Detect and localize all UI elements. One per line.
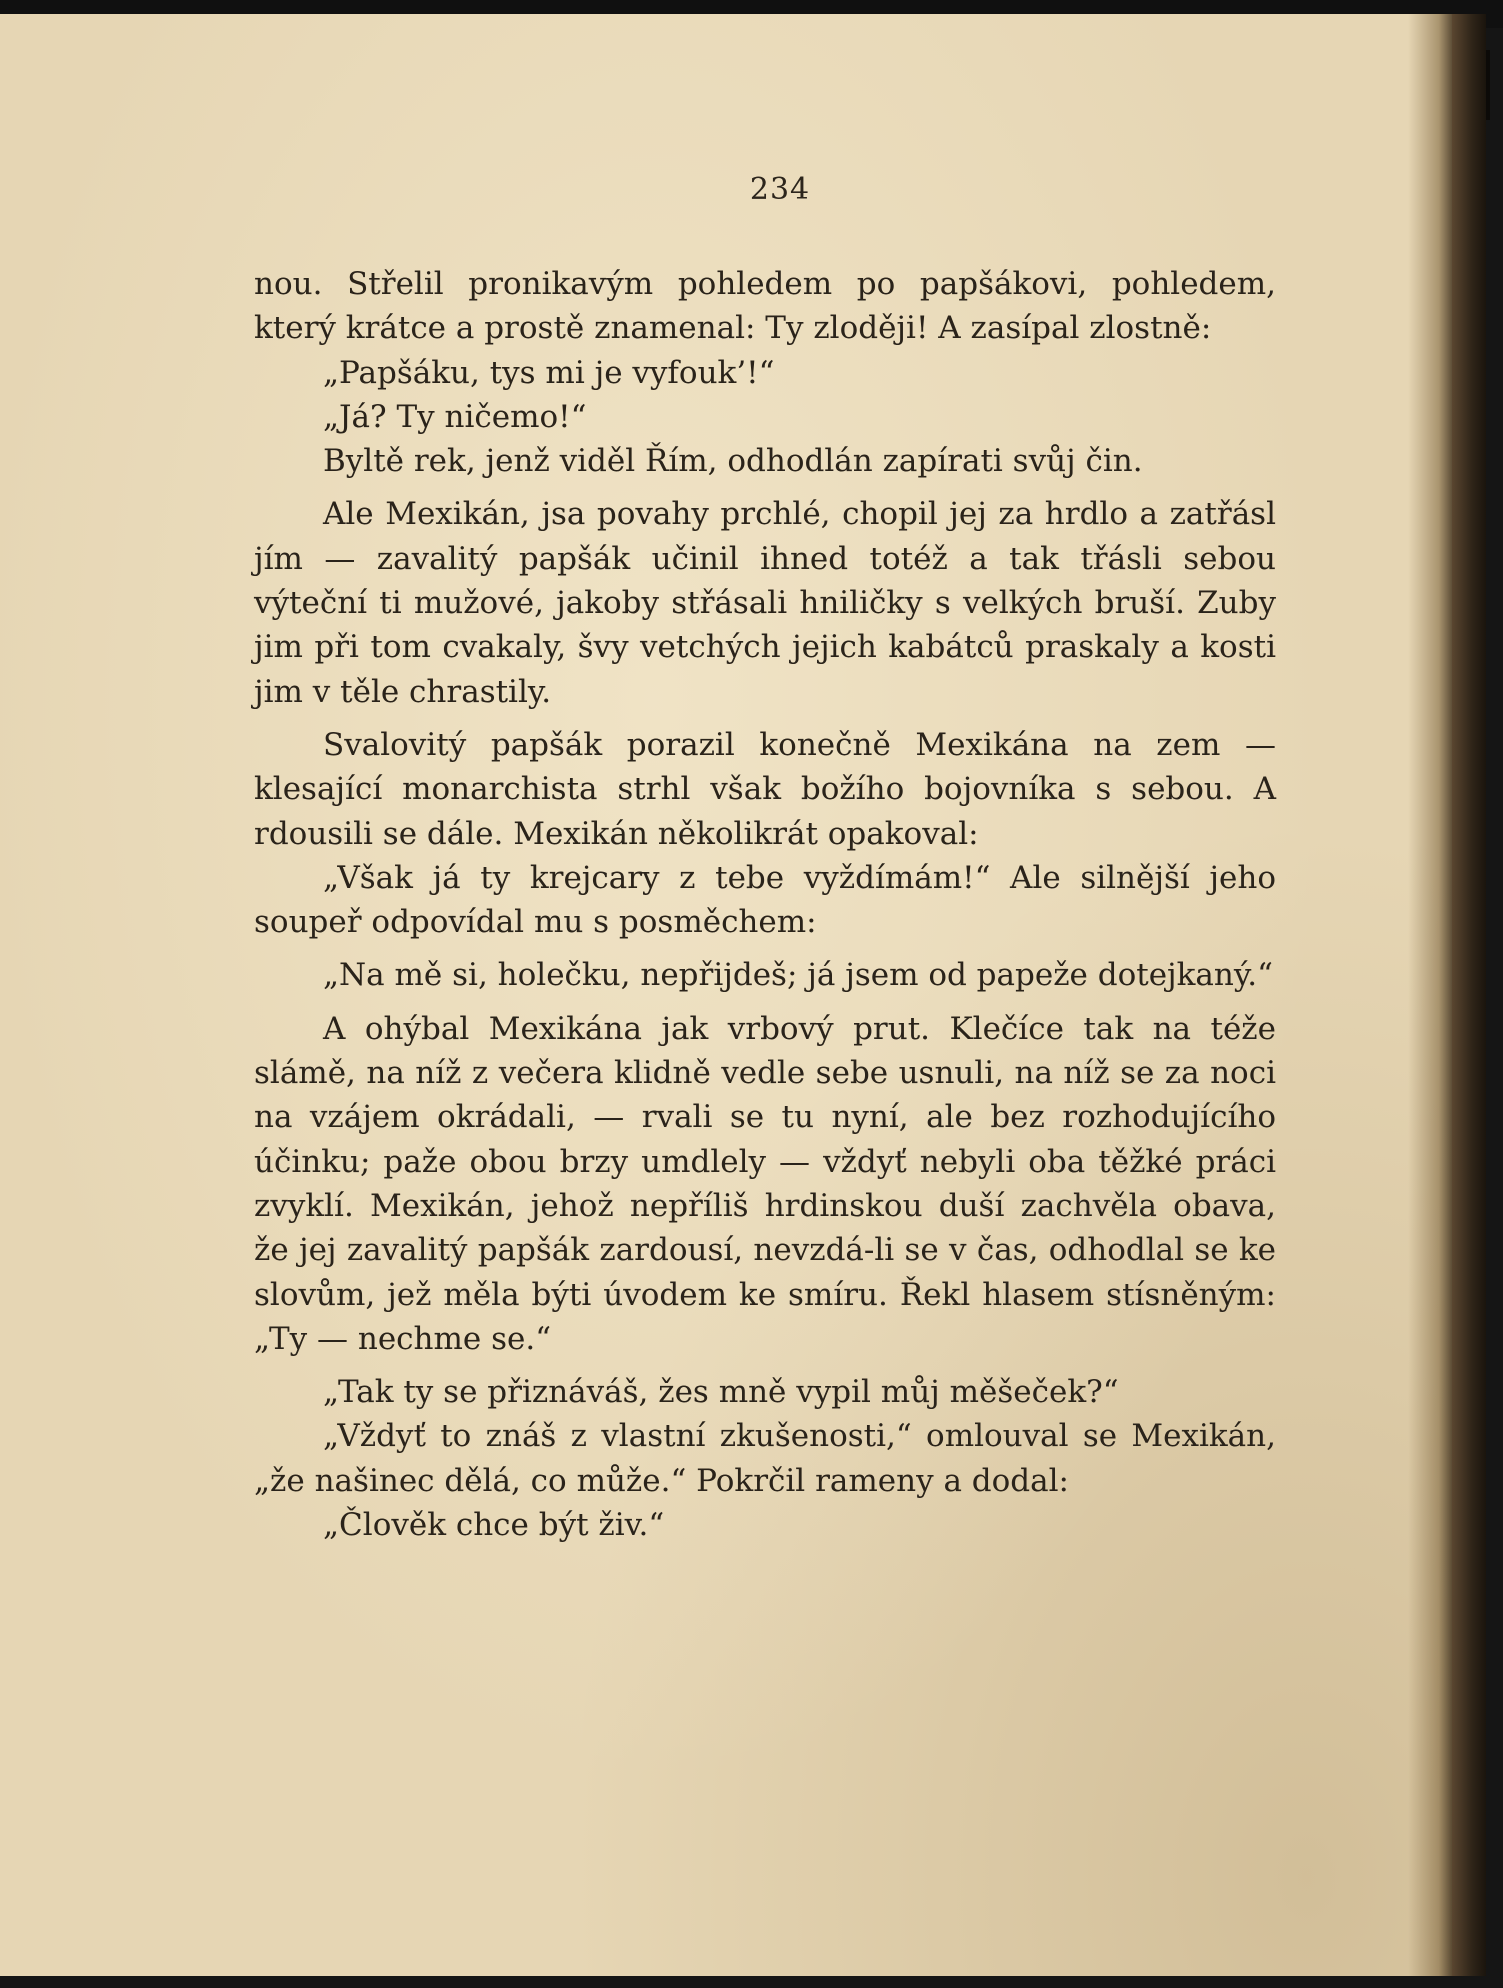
- paragraph: nou. Střelil pronikavým pohledem po papšákovi, pohledem, který krátce a prostě znamenal: Ty zloději! A zasípal zlostně:: [254, 266, 1276, 347]
- paragraph: Byltě rek, jenž viděl Řím, odhodlán zapírati svůj čin.: [323, 443, 1143, 480]
- paragraph: A ohýbal Mexikána jak vrbový prut. Klečíce tak na téže slámě, na níž z večera klidně vedle sebe usnuli, na níž se za noci na vzájem okrádali, — rvali se tu nyní, ale bez rozhodujícího účinku; paže obou brzy umdlely — vždyť nebyli oba těžké práci zvyklí. Mexikán, jehož nepříliš hrdinskou duší zachvěla obava, že jej zavalitý papšák zardousí, nevzdá-li se v čas, odhodlal se ke slovům, jež měla býti úvodem ke smíru. Řekl hlasem stísněným: „Ty — nechme se.“: [254, 1010, 1276, 1357]
- page-gutter-shadow: [1408, 14, 1452, 1976]
- spine-mark: [1486, 50, 1490, 120]
- paragraph: „Člověk chce být živ.“: [323, 1507, 665, 1544]
- page-text-body: [254, 262, 1276, 1547]
- paragraph: „Tak ty se přiznáváš, žes mně vypil můj měšeček?“: [323, 1374, 1119, 1411]
- paragraph: „Já? Ty ničemo!“: [323, 398, 587, 435]
- paragraph: „Na mě si, holečku, nepřijdeš; já jsem od papeže dotejkaný.“: [323, 957, 1273, 994]
- paragraph: „Však já ty krejcary z tebe vyždímám!“ Ale silnější jeho soupeř odpovídal mu s posměchem:: [254, 859, 1276, 941]
- paragraph: „Vždyť to znáš z vlastní zkušenosti,“ omlouval se Mexikán, „že našinec dělá, co může.“ Pokrčil rameny a dodal:: [254, 1418, 1276, 1499]
- paragraph: Ale Mexikán, jsa povahy prchlé, chopil jej za hrdlo a zatřásl jím — zavalitý papšák učinil ihned totéž a tak třásli sebou výteční ti mužové, jakoby střásali hniličky s velkých bruší. Zuby jim při tom cvakaly, švy vetchých jejich kabátců praskaly a kosti jim v těle chrastily.: [254, 496, 1276, 710]
- book-binding-edge: [1452, 14, 1486, 1976]
- paragraph: Svalovitý papšák porazil konečně Mexikána na zem — klesající monarchista strhl však božího bojovníka s sebou. A rdousili se dále. Mexikán několikrát opakoval:: [254, 726, 1276, 852]
- paragraph: „Papšáku, tys mi je vyfouk’!“: [323, 354, 775, 391]
- page-number: 234: [749, 172, 811, 207]
